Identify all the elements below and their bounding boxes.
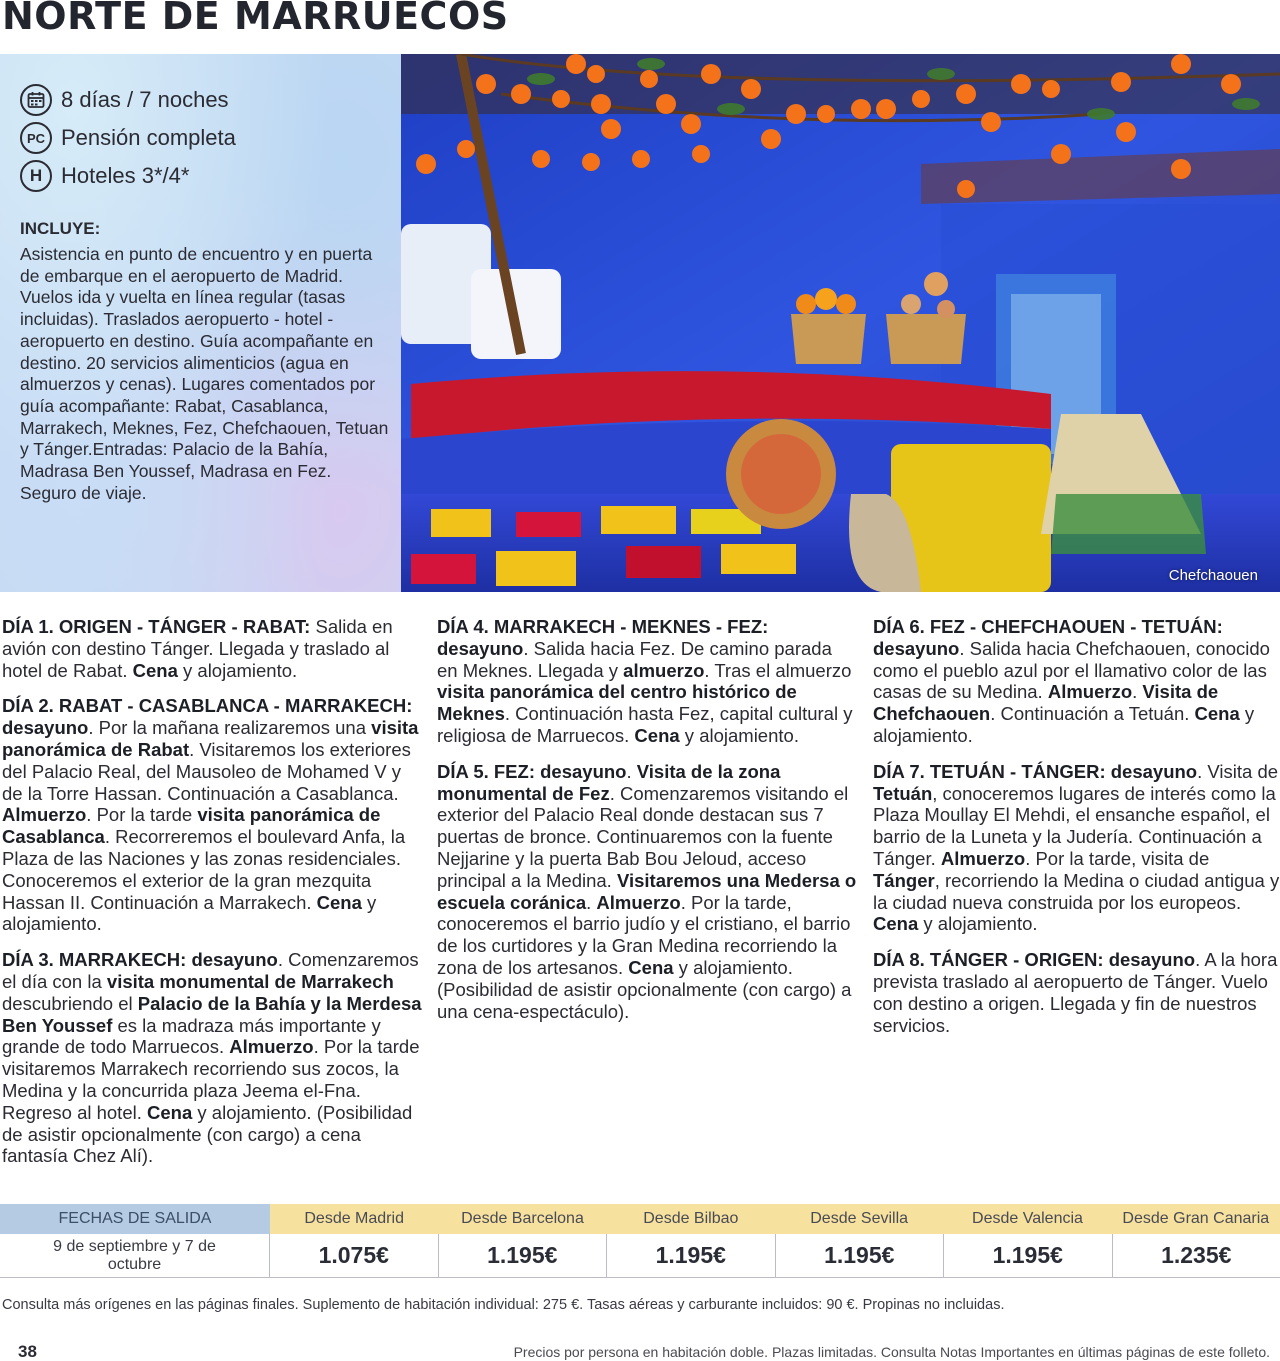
page-title: NORTE DE MARRUECOS bbox=[2, 0, 509, 38]
price-bilbao: 1.195€ bbox=[607, 1234, 776, 1277]
origin-barcelona: Desde Barcelona bbox=[438, 1204, 606, 1234]
origin-valencia: Desde Valencia bbox=[943, 1204, 1111, 1234]
origin-bilbao: Desde Bilbao bbox=[607, 1204, 775, 1234]
day-5: DÍA 5. FEZ: desayuno. Visita de la zona monumental de Fez. Comenzaremos visitando el exterior del Palacio Real donde destacan sus 7 puertas de bronce. Continuaremos con la fuente Nejjarine y la puerta Bab Bou Jeloud, acceso principal a la Medina. Visitaremos una Medersa o escuela coránica. Almuerzo. Por la tarde, conoceremos el barrio judío y el cristiano, el barrio de los curtidores y la Gran Medina recorriendo la zona de los artesanos. Cena y alojamiento. (Posibilidad de asistir opcionalmente (con cargo) a una cena-espectáculo). bbox=[437, 760, 857, 1022]
origin-gran-canaria: Desde Gran Canaria bbox=[1112, 1204, 1280, 1234]
day-8: DÍA 8. TÁNGER - ORIGEN: desayuno. A la hora prevista traslado al aeropuerto de Tánger. Vuelo con destino a origen. Llegada y fin de nuestros servicios. bbox=[873, 949, 1278, 1036]
includes-heading: INCLUYE: bbox=[20, 219, 101, 238]
itinerary-column-2 bbox=[437, 616, 857, 1036]
pension-icon: PC bbox=[20, 122, 52, 154]
includes-text: Asistencia en punto de encuentro y en puerta de embarque en el aeropuerto de Madrid. Vuelos ida y vuelta en línea regular (tasas incluidas). Traslados aeropuerto - hotel - aeropuerto en destino. Guía acompañante en destino. 20 servicios alimenticios (agua en almuerzos y cenas). Lugares comentados por guía acompañante: Rabat, Casablanca, Marrakech, Meknes, Fez, Chefchaouen, Tetuan y Tánger.Entradas: Palacio de la Bahía, Madrasa Ben Youssef, Madrasa en Fez. Seguro de viaje. bbox=[20, 244, 389, 503]
feature-duration bbox=[20, 84, 229, 116]
feature-hotels bbox=[20, 160, 189, 192]
price-table bbox=[0, 1204, 1280, 1278]
price-table-row bbox=[0, 1234, 1280, 1278]
feature-board-label: Pensión completa bbox=[61, 125, 236, 150]
day-7: DÍA 7. TETUÁN - TÁNGER: desayuno. Visita de Tetuán, conoceremos lugares de interés como la Plaza Moullay El Mehdi, el ensanche español, el barrio de la Luneta y la Judería. Continuación a Tánger. Almuerzo. Por la tarde, visita de Tánger, recorriendo la Medina o ciudad antigua y la ciudad nueva construida por los europeos. Cena y alojamiento. bbox=[873, 760, 1280, 935]
day-4: DÍA 4. MARRAKECH - MEKNES - FEZ: desayuno. Salida hacia Fez. De camino parada en Meknes. Llegada y almuerzo. Tras el almuerzo visita panorámica del centro histórico de Meknes. Continuación hasta Fez, capital cultural y religiosa de Marruecos. Cena y alojamiento. bbox=[437, 616, 853, 746]
price-valencia: 1.195€ bbox=[944, 1234, 1113, 1277]
departure-dates: 9 de septiembre y 7 de octubre bbox=[0, 1234, 270, 1277]
supplement-note: Consulta más orígenes en las páginas finales. Suplemento de habitación individual: 275 €. Tasas aéreas y carburante incluidos: 90 €. Propinas no incluidas. bbox=[2, 1297, 1005, 1313]
departure-dates-header: FECHAS DE SALIDA bbox=[0, 1204, 270, 1234]
photo-illustration bbox=[401, 54, 1280, 592]
price-sevilla: 1.195€ bbox=[776, 1234, 945, 1277]
price-madrid: 1.075€ bbox=[270, 1234, 439, 1277]
day-2: DÍA 2. RABAT - CASABLANCA - MARRAKECH: desayuno. Por la mañana realizaremos una visita panorámica de Rabat. Visitaremos los exteriores del Palacio Real, del Mausoleo de Mohamed V y de la Torre Hassan. Continuación a Casablanca. Almuerzo. Por la tarde visita panorámica de Casablanca. Recorreremos el boulevard Anfa, la Plaza de las Naciones y las zonas residenciales. Conoceremos el exterior de la gran mezquita Hassan II. Continuación a Marrakech. Cena y alojamiento. bbox=[2, 695, 419, 935]
feature-board bbox=[20, 122, 236, 154]
info-box bbox=[0, 54, 401, 592]
itinerary-column-1 bbox=[2, 616, 422, 1181]
feature-duration-label: 8 días / 7 noches bbox=[61, 87, 229, 112]
price-table-header bbox=[0, 1204, 1280, 1234]
hotel-icon: H bbox=[20, 160, 52, 192]
price-gran-canaria: 1.235€ bbox=[1161, 1242, 1232, 1268]
origin-madrid: Desde Madrid bbox=[270, 1204, 438, 1234]
price-barcelona: 1.195€ bbox=[439, 1234, 608, 1277]
day-6: DÍA 6. FEZ - CHEFCHAOUEN - TETUÁN: desayuno. Salida hacia Chefchaouen, conocido como el pueblo azul por el llamativo color de las casas de su Medina. Almuerzo. Visita de Chefchaouen. Continuación a Tetuán. Cena y alojamiento. bbox=[873, 616, 1270, 746]
itinerary-column-3 bbox=[873, 616, 1280, 1050]
day-3: DÍA 3. MARRAKECH: desayuno. Comenzaremos el día con la visita monumental de Marrakech descubriendo el Palacio de la Bahía y la Merdesa Ben Youssef es la madraza más importante y grande de todo Marruecos. Almuerzo. Por la tarde visitaremos Marrakech recorriendo sus zocos, la Medina y la concurrida plaza Jeema el-Fna. Regreso al hotel. Cena y alojamiento. (Posibilidad de asistir opcionalmente (con cargo) a cena fantasía Chez Alí). bbox=[2, 949, 422, 1167]
day-1: DÍA 1. ORIGEN - TÁNGER - RABAT: Salida en avión con destino Tánger. Llegada y traslado al hotel de Rabat. Cena y alojamiento. bbox=[2, 616, 393, 681]
chefchaouen-photo bbox=[401, 54, 1280, 592]
photo-caption: Chefchaouen bbox=[1168, 567, 1258, 584]
origin-sevilla: Desde Sevilla bbox=[775, 1204, 943, 1234]
feature-hotels-label: Hoteles 3*/4* bbox=[61, 163, 190, 188]
calendar-icon bbox=[20, 84, 52, 116]
page-number: 38 bbox=[18, 1342, 37, 1361]
footer-disclaimer: Precios por persona en habitación doble. Plazas limitadas. Consulta Notas Importantes en últimas páginas de este folleto. bbox=[513, 1344, 1270, 1360]
